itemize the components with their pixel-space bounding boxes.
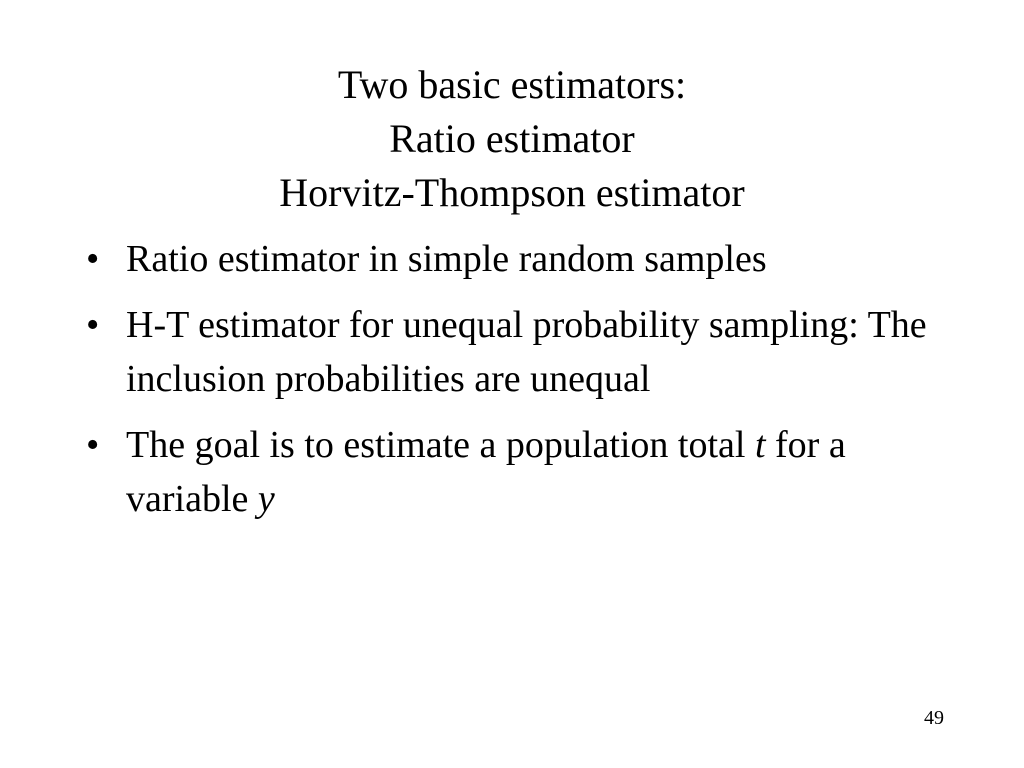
variable-y: y [257,478,275,520]
bullet-text: H-T estimator for unequal probability sampling: The inclusion probabilities are unequal [126,304,927,400]
bullet-marker: • [86,238,100,280]
bullet-item-goal [86,418,936,526]
bullet-text-part2: for a variable [126,424,846,520]
bullet-marker: • [86,304,100,346]
title-line-2: Ratio estimator [389,116,635,161]
slide-title [0,58,1024,220]
bullet-text: Ratio estimator in simple random samples [126,238,767,280]
bullet-list [86,232,936,538]
variable-t: t [754,424,766,466]
bullet-item-ratio-estimator [86,232,936,286]
title-line-1: Two basic estimators: [337,62,687,107]
page-number: 49 [924,707,944,729]
bullet-item-ht-estimator [86,298,936,406]
bullet-marker: • [86,424,100,466]
title-line-3: Horvitz-Thompson estimator [279,170,745,215]
bullet-text-part1: The goal is to estimate a population total [126,424,755,466]
